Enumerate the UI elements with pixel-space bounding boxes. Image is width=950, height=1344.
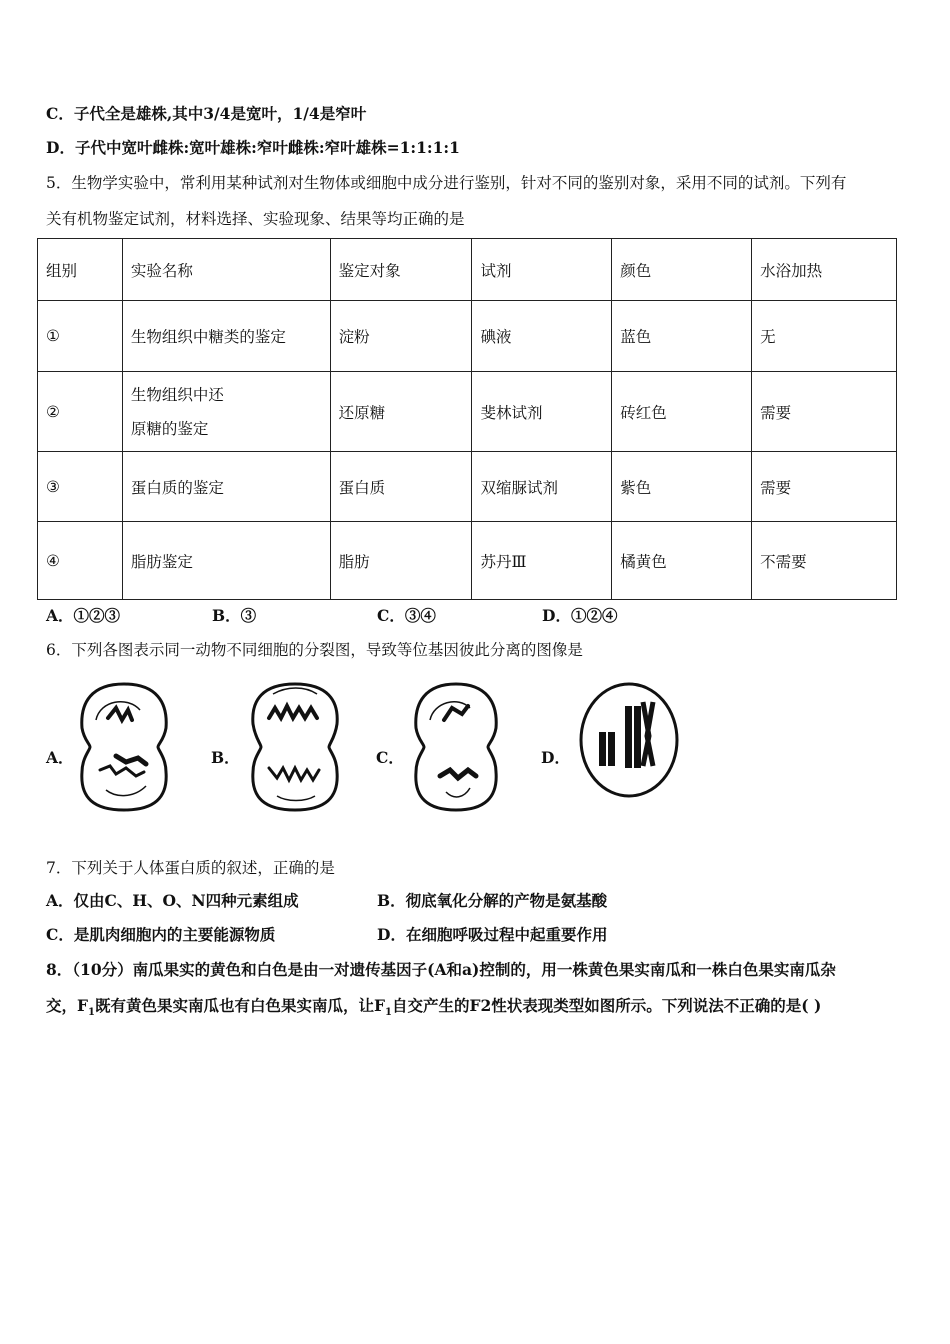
table-cell: 脂肪鉴定 bbox=[122, 522, 330, 600]
table-cell: ② bbox=[38, 372, 123, 452]
table-cell: ③ bbox=[38, 452, 123, 522]
q7-options-row2 bbox=[46, 923, 906, 945]
table-cell: 双缩脲试剂 bbox=[472, 452, 612, 522]
q8-subscript-2: 1 bbox=[385, 1007, 392, 1019]
table-cell: 需要 bbox=[752, 452, 897, 522]
cell-label-b: B． bbox=[211, 748, 240, 767]
q4-option-c: C．子代全是雄株,其中3/4是宽叶，1/4是窄叶 bbox=[46, 104, 367, 123]
cell-label-d: D． bbox=[541, 748, 570, 767]
table-cell: 脂肪 bbox=[330, 522, 472, 600]
q5-option-d: D．①②④ bbox=[542, 606, 618, 625]
q8-text-part2: 既有黄色果实南瓜也有白色果实南瓜，让F bbox=[94, 996, 385, 1015]
table-cell: 生物组织中糖类的鉴定 bbox=[122, 301, 330, 372]
table-row bbox=[38, 452, 897, 522]
cell-figure-c bbox=[376, 680, 526, 830]
cell-b-drawing bbox=[247, 680, 343, 814]
table-cell: 无 bbox=[752, 301, 897, 372]
q6-cell-figures bbox=[46, 680, 906, 830]
q7-option-b: B．彻底氧化分解的产物是氨基酸 bbox=[377, 891, 608, 910]
cell-c-drawing bbox=[410, 680, 502, 814]
table-row bbox=[38, 372, 897, 452]
table-header: 组别 bbox=[38, 239, 123, 301]
table-cell-line: 生物组织中还 bbox=[130, 385, 224, 404]
table-cell: 砖红色 bbox=[612, 372, 752, 452]
table-header: 鉴定对象 bbox=[330, 239, 472, 301]
q5-stem-line1: 5．生物学实验中，常利用某种试剂对生物体或细胞中成分进行鉴别，针对不同的鉴别对象，采用不同的试剂。下列有 bbox=[46, 174, 847, 192]
table-cell: 紫色 bbox=[612, 452, 752, 522]
q8-stem-line2 bbox=[46, 994, 821, 1018]
q7-option-c: C．是肌肉细胞内的主要能源物质 bbox=[46, 925, 276, 944]
cell-figure-d bbox=[541, 680, 701, 830]
table-cell: ④ bbox=[38, 522, 123, 600]
cell-label-c: C． bbox=[376, 748, 404, 767]
q8-stem-line1: 8．（10分）南瓜果实的黄色和白色是由一对遗传基因子(A和a)控制的，用一株黄色果实南瓜和一株白色果实南瓜杂 bbox=[46, 960, 836, 979]
q8-text-part3: 自交产生的F2性状表现类型如图所示。下列说法不正确的是( ) bbox=[391, 996, 822, 1015]
q5-options bbox=[46, 604, 906, 626]
table-header-row bbox=[38, 239, 897, 301]
table-cell: 蛋白质的鉴定 bbox=[122, 452, 330, 522]
table-cell: 蛋白质 bbox=[330, 452, 472, 522]
table-header: 水浴加热 bbox=[752, 239, 897, 301]
q5-option-c: C．③④ bbox=[377, 606, 436, 625]
q8-subscript-1: 1 bbox=[88, 1007, 95, 1019]
table-cell: 不需要 bbox=[752, 522, 897, 600]
q8-text-part1: 交，F bbox=[46, 996, 89, 1015]
q5-option-a: A．①②③ bbox=[46, 606, 121, 625]
q7-stem: 7．下列关于人体蛋白质的叙述，正确的是 bbox=[46, 859, 335, 877]
table-cell: 苏丹Ⅲ bbox=[472, 522, 612, 600]
q7-options-row1 bbox=[46, 889, 906, 911]
table-row bbox=[38, 301, 897, 372]
q5-option-b: B．③ bbox=[212, 606, 257, 625]
table-cell: 还原糖 bbox=[330, 372, 472, 452]
cell-label-a: A． bbox=[46, 748, 74, 767]
table-cell: 蓝色 bbox=[612, 301, 752, 372]
q6-stem: 6．下列各图表示同一动物不同细胞的分裂图，导致等位基因彼此分离的图像是 bbox=[46, 641, 583, 659]
q7-option-a: A．仅由C、H、O、N四种元素组成 bbox=[46, 891, 299, 910]
table-header: 试剂 bbox=[472, 239, 612, 301]
table-cell bbox=[122, 372, 330, 452]
q5-stem-line2: 关有机物鉴定试剂，材料选择、实验现象、结果等均正确的是 bbox=[46, 210, 465, 228]
table-cell: 橘黄色 bbox=[612, 522, 752, 600]
table-row bbox=[38, 522, 897, 600]
cell-figure-b bbox=[211, 680, 361, 830]
table-cell: 淀粉 bbox=[330, 301, 472, 372]
table-cell: 斐林试剂 bbox=[472, 372, 612, 452]
table-cell: 需要 bbox=[752, 372, 897, 452]
cell-figure-a bbox=[46, 680, 196, 830]
table-cell: 碘液 bbox=[472, 301, 612, 372]
cell-a-drawing bbox=[76, 680, 172, 814]
cell-d-drawing bbox=[577, 680, 681, 800]
q4-option-d: D．子代中宽叶雌株:宽叶雄株:窄叶雌株:窄叶雄株=1:1:1:1 bbox=[46, 138, 460, 157]
q7-option-d: D．在细胞呼吸过程中起重要作用 bbox=[377, 925, 608, 944]
q5-table bbox=[37, 238, 897, 600]
table-header: 实验名称 bbox=[122, 239, 330, 301]
table-cell-line: 原糖的鉴定 bbox=[130, 419, 209, 438]
table-header: 颜色 bbox=[612, 239, 752, 301]
table-cell: ① bbox=[38, 301, 123, 372]
